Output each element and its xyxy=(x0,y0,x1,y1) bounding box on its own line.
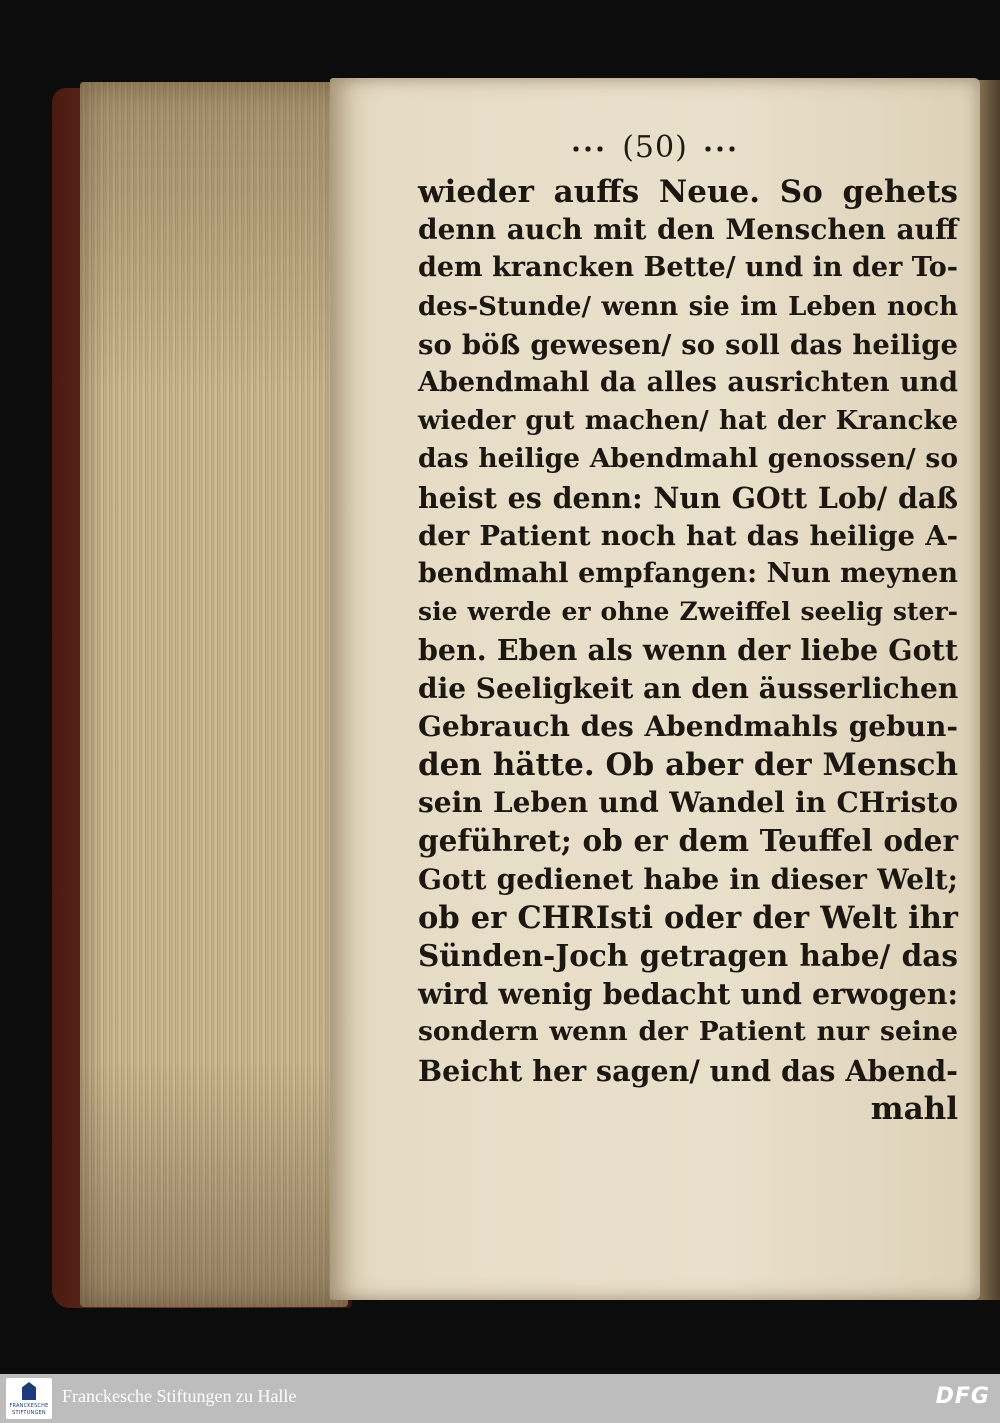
page-number: (50) xyxy=(622,130,688,165)
text-line: den hätte. Ob aber der Mensch xyxy=(418,747,958,784)
text-line: wieder gut machen/ hat der Krancke xyxy=(418,406,958,437)
text-line: denn auch mit den Menschen auff xyxy=(418,213,958,247)
text-line: sie werde er ohne Zweiffel seelig ster- xyxy=(418,597,958,627)
text-line: heist es denn: Nun GOtt Lob/ daß xyxy=(418,480,958,515)
footer-bar xyxy=(0,1374,1000,1423)
text-line: sein Leben und Wandel in CHristo xyxy=(418,786,958,820)
text-line: Abendmahl da alles ausrichten und xyxy=(418,367,958,399)
ornament-left-icon xyxy=(564,141,614,157)
text-line: der Patient noch hat das heilige A- xyxy=(418,519,958,552)
dfg-logo[interactable]: DFG xyxy=(935,1384,990,1409)
logo-text-line1: FRANCKESCHE xyxy=(9,1403,49,1409)
text-line: das heilige Abendmahl genossen/ so xyxy=(418,443,958,475)
text-line: so böß gewesen/ so soll das heilige xyxy=(418,328,958,361)
book-page xyxy=(330,78,980,1300)
text-line: bendmahl empfangen: Nun meynen xyxy=(418,558,958,590)
catchword: mahl xyxy=(870,1090,958,1127)
franckesche-stiftungen-logo[interactable] xyxy=(6,1378,52,1419)
text-line: Sünden-Joch getragen habe/ das xyxy=(418,938,958,974)
logo-text-line2: STIFTUNGEN xyxy=(12,1410,46,1416)
text-line: ben. Eben als wenn der liebe Gott xyxy=(418,633,958,668)
text-line: wird wenig bedacht und erwogen: xyxy=(418,977,958,1012)
institution-name: Franckesche Stiftungen zu Halle xyxy=(62,1386,297,1406)
page-header xyxy=(330,130,980,165)
text-line: geführet; ob er dem Teuffel oder xyxy=(418,823,958,859)
page-block-edges xyxy=(80,82,348,1307)
page-text xyxy=(418,173,958,1128)
text-line: des-Stunde/ wenn sie im Leben noch xyxy=(418,291,958,322)
building-icon xyxy=(22,1382,36,1400)
ornament-right-icon xyxy=(696,141,746,157)
text-line: Gott gedienet habe in dieser Welt; xyxy=(418,862,958,896)
text-line: Gebrauch des Abendmahls gebun- xyxy=(418,709,958,743)
text-line: sondern wenn der Patient nur seine xyxy=(418,1016,958,1048)
text-line: die Seeligkeit an den äusserlichen xyxy=(418,671,959,705)
text-line: wieder auffs Neue. So gehets xyxy=(418,174,958,210)
text-line: Beicht her sagen/ und das Abend- xyxy=(418,1053,958,1088)
text-line: dem krancken Bette/ und in der To- xyxy=(418,252,958,284)
text-line: ob er CHRIsti oder der Welt ihr xyxy=(418,899,958,936)
